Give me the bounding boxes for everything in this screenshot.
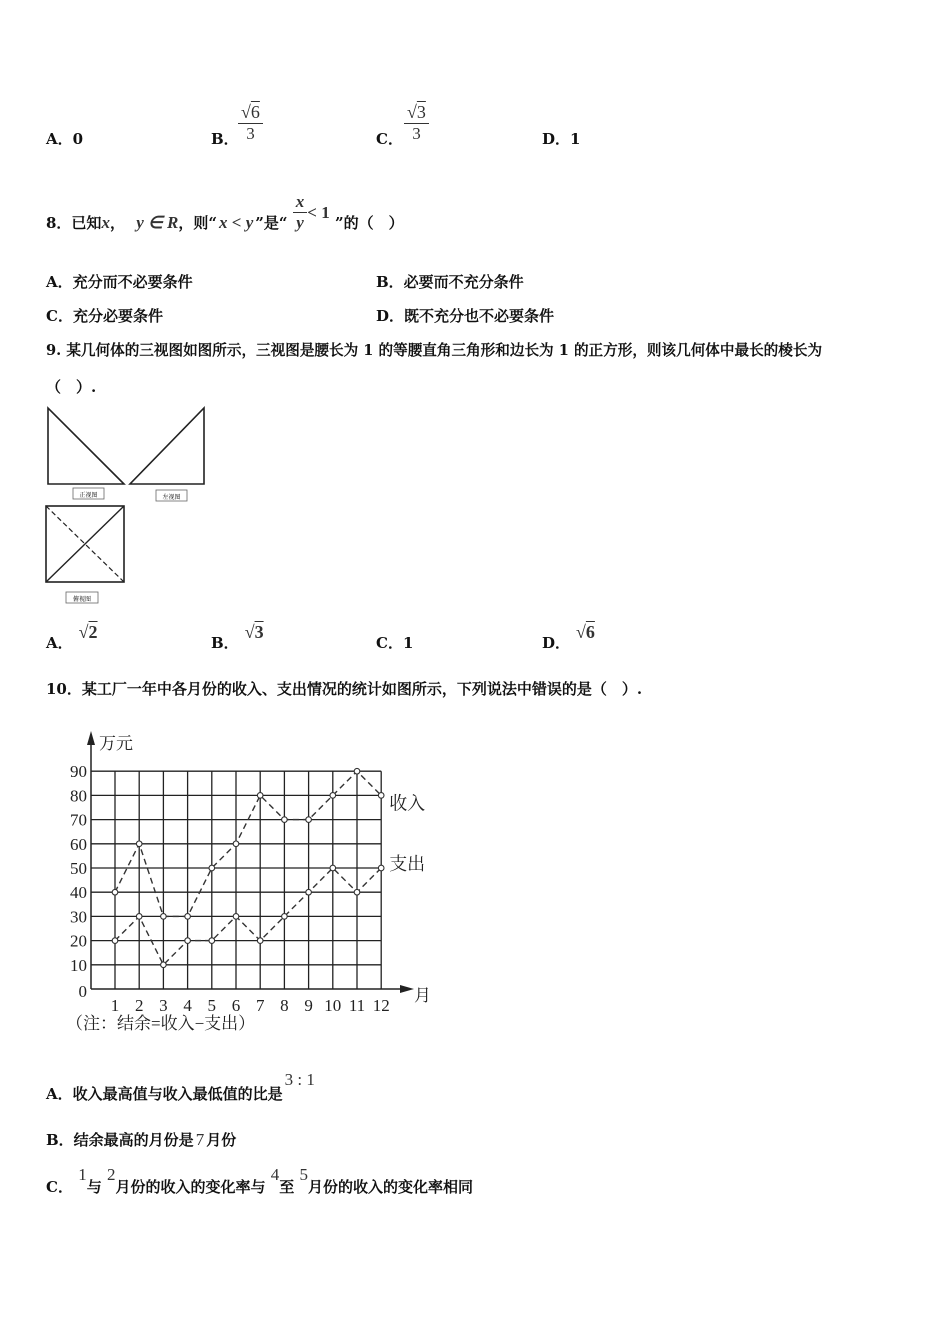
data-point (161, 914, 167, 920)
side-view-triangle (130, 408, 204, 484)
x-tick-label: 9 (304, 996, 313, 1015)
data-point (185, 914, 191, 920)
option-text: A．收入最高值与收入最低值的比是 (46, 1085, 283, 1103)
front-view-label: 正视图 (79, 493, 98, 499)
x-tick-label: 7 (255, 996, 265, 1015)
data-point (354, 768, 360, 774)
data-point (378, 865, 384, 871)
three-view-figure (40, 404, 220, 610)
data-point (257, 793, 263, 799)
q8-option-d[interactable]: D．既不充分也不必要条件 (376, 307, 555, 325)
month-number: 1 (78, 1165, 87, 1184)
q7-option-a[interactable] (46, 128, 83, 149)
option-label: D． (542, 634, 571, 652)
option-value: 1 (402, 634, 414, 652)
q9-option-d[interactable]: D．√6 (542, 622, 595, 652)
option-label: C． (376, 634, 403, 652)
data-point (209, 938, 215, 944)
data-point (330, 793, 336, 799)
denominator: 3 (246, 124, 255, 143)
data-point (136, 841, 142, 847)
y-tick-label: 60 (70, 834, 87, 854)
option-text: 月份的收入的变化率与 (115, 1178, 266, 1196)
q9-stem: 9. 某几何体的三视图如图所示，三视图是腰长为 1 的等腰直角三角形和边长为 1 的正方形，则该几何体中最长的棱长为 (46, 342, 823, 359)
y-tick-label: 0 (78, 982, 87, 1001)
option-text: 月份 (206, 1131, 237, 1149)
condition: y ∈ R (136, 213, 179, 232)
inequality: x < y (219, 213, 254, 232)
data-point (233, 841, 239, 847)
q8-option-b[interactable]: B．必要而不充分条件 (376, 273, 524, 291)
x-tick-label: 5 (207, 996, 217, 1015)
less-than-one: < 1 (307, 203, 330, 222)
option-value: 0 (72, 130, 84, 148)
x-axis-label: 月 (414, 986, 431, 1005)
y-tick-label: 20 (70, 931, 87, 951)
x-tick-label: 2 (134, 996, 144, 1015)
front-view-triangle (48, 408, 124, 484)
option-text: 月份的收入的变化率相同 (307, 1178, 473, 1196)
q8-stem (46, 191, 404, 233)
option-label: C． (46, 1178, 73, 1196)
x-tick-label: 12 (372, 996, 390, 1015)
x-tick-label: 4 (183, 996, 192, 1015)
month-number: 5 (299, 1165, 308, 1184)
option-label: B． (211, 634, 239, 652)
data-point (161, 962, 167, 968)
month-number: 7 (195, 1130, 205, 1149)
side-view-label: 左视图 (162, 495, 181, 501)
option-text: B．结余最高的月份是 (46, 1131, 194, 1149)
data-point (209, 865, 215, 871)
q10-option-b[interactable] (46, 1129, 236, 1150)
q10-option-c[interactable] (46, 1165, 473, 1197)
q8-option-c[interactable]: C．充分必要条件 (46, 307, 163, 325)
radicand: 3 (416, 102, 426, 122)
y-tick-label: 30 (70, 907, 87, 927)
ratio: 3 : 1 (284, 1070, 315, 1089)
radicand: 3 (254, 622, 264, 642)
x-tick-label: 3 (159, 996, 168, 1015)
y-tick-label: 40 (70, 883, 87, 903)
option-text: 至 (279, 1178, 295, 1196)
q8-stem-part: ”是“ (255, 214, 288, 232)
data-point (112, 889, 118, 895)
option-label: D． (542, 130, 571, 148)
x-tick-label: 6 (231, 996, 241, 1015)
top-view-label: 俯视图 (72, 597, 92, 603)
data-point (112, 938, 118, 944)
q9-option-b[interactable]: B．√3 (211, 622, 264, 652)
q8-stem-part: ，则“ (178, 214, 218, 232)
month-number: 2 (106, 1165, 116, 1184)
option-text: 与 (86, 1178, 102, 1196)
radicand: 6 (585, 622, 595, 642)
data-point (330, 865, 336, 871)
frac-num: x (293, 192, 308, 213)
data-point (378, 793, 384, 799)
y-tick-label: 50 (70, 859, 87, 878)
q8-stem-part: 8．已知 (46, 214, 102, 232)
q8-stem-part: ”的（ ） (334, 214, 404, 232)
x-axis-arrow (400, 985, 414, 993)
q9-stem-2: （ ）. (46, 378, 97, 396)
option-value: 1 (570, 130, 581, 148)
data-point (136, 914, 142, 920)
chart-note: （注：结余=收入−支出） (66, 1014, 256, 1033)
radicand: 6 (250, 102, 260, 122)
y-axis-arrow (87, 731, 95, 745)
y-tick-label: 10 (70, 955, 87, 975)
series-label: 收入 (389, 793, 426, 814)
month-number: 4 (270, 1165, 280, 1184)
q9-option-a[interactable]: A．√2 (46, 622, 98, 652)
y-axis-label: 万元 (99, 734, 133, 753)
q10-option-a[interactable] (46, 1070, 315, 1104)
data-point (354, 889, 360, 895)
y-tick-label: 70 (70, 810, 87, 830)
x-tick-label: 11 (348, 996, 366, 1015)
q7-option-b-label[interactable]: B． (211, 130, 239, 148)
q7-option-c-fraction: $\frac{√3}{3}$ (404, 102, 429, 144)
data-point (233, 914, 239, 920)
q8-option-a[interactable]: A．充分而不必要条件 (46, 273, 193, 291)
data-point (257, 938, 263, 944)
q9-option-c[interactable] (376, 632, 413, 653)
denominator: 3 (412, 124, 421, 143)
data-point (282, 914, 288, 920)
x-tick-label: 1 (110, 996, 120, 1015)
radicand: 2 (88, 622, 98, 642)
option-label: A． (46, 634, 73, 652)
data-point (282, 817, 288, 823)
income-expense-chart (60, 725, 440, 1040)
q7-option-b-fraction: $\frac{√6}{3}$ (238, 102, 263, 144)
y-tick-label: 90 (70, 762, 87, 782)
option-label: A． (46, 130, 73, 148)
data-point (306, 889, 312, 895)
q7-option-c-label[interactable]: C． (376, 130, 403, 148)
x-tick-label: 8 (280, 996, 289, 1015)
series-label: 支出 (389, 854, 426, 874)
frac-den: y (296, 212, 304, 232)
var-x: x (101, 213, 110, 232)
x-tick-label: 10 (324, 996, 342, 1015)
q7-option-d[interactable] (542, 128, 580, 149)
separator: ， (109, 214, 125, 232)
q10-stem: 10．某工厂一年中各月份的收入、支出情况的统计如图所示，下列说法中错误的是（ ）. (46, 680, 643, 698)
data-point (185, 938, 191, 944)
data-point (306, 817, 312, 823)
y-tick-label: 80 (70, 786, 87, 806)
